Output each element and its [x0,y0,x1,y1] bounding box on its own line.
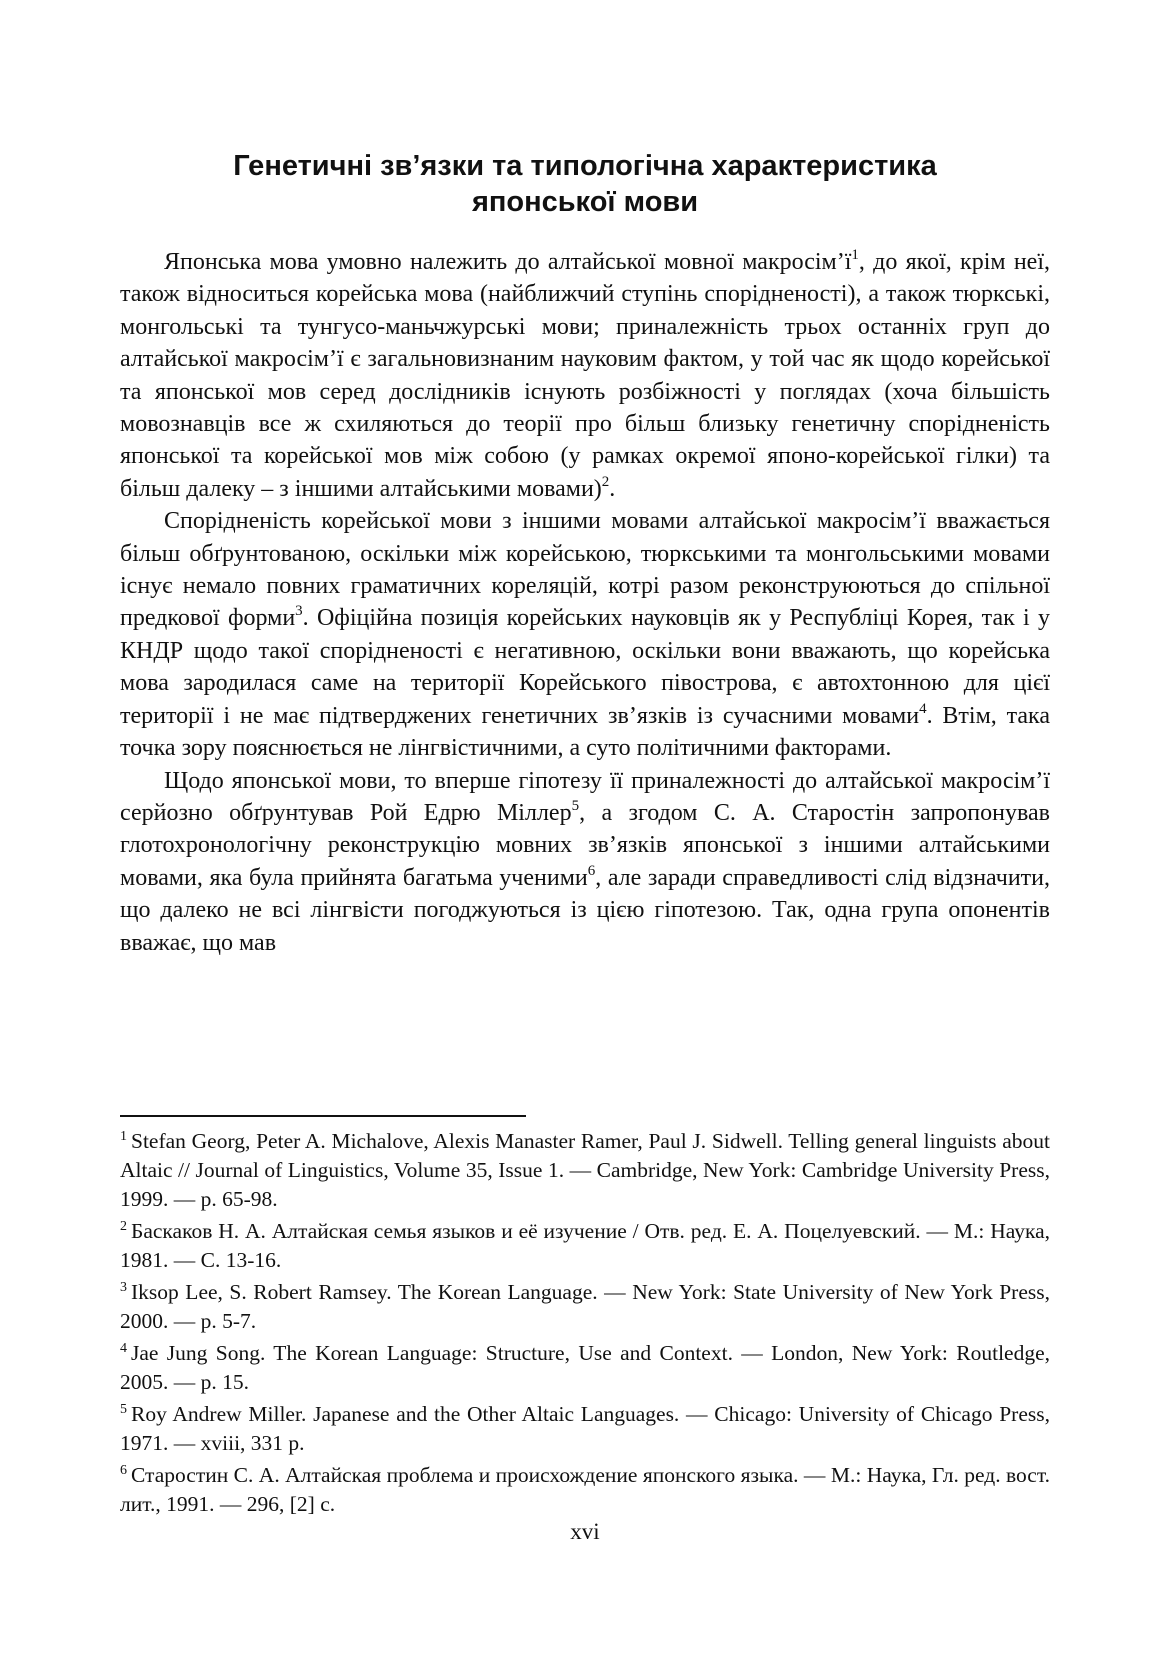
footnote [120,1127,1050,1214]
paragraph [120,246,1050,505]
paragraph [120,765,1050,959]
paragraph-text: . [609,475,616,502]
paragraph-text: Спорідненість корейської мови з іншими мовами алтайської макросім’ї вважається більш обґрунтованою, оскільки між корейською, тюркськими та монгольськими мовами існує немало повних граматичних кореляцій, котрі разом реконструюються до спільної предкової форми [120,508,1050,632]
footnote-ref: 1 [851,247,859,263]
footnote-number: 5 [120,1402,127,1417]
footnote-ref: 4 [919,700,927,717]
footnote [120,1339,1050,1397]
footnote-ref: 2 [601,473,610,490]
footnote-ref: 6 [587,862,596,879]
footnote-text: Jae Jung Song. The Korean Language: Structure, Use and Context. — London, New York: Routledge, 2005. — p. 15. [120,1341,1050,1394]
footnote-text: Roy Andrew Miller. Japanese and the Other Altaic Languages. — Chicago: University of Chicago Press, 1971. — xviii, 331 p. [120,1402,1050,1455]
footnote-text: Iksop Lee, S. Robert Ramsey. The Korean Language. — New York: State University of New York Press, 2000. — p. 5-7. [120,1280,1050,1333]
page-number: xvi [570,1519,600,1544]
page-title [120,148,1050,220]
body-text [120,246,1050,959]
title-line-2: японської мови [471,186,699,218]
footnote-text: Старостин С. А. Алтайская проблема и происхождение японского языка. — М.: Наука, Гл. ред. вост. лит., 1991. — 296, [2] с. [120,1463,1050,1516]
paragraph-text: Щодо японської мови, то вперше гіпотезу її приналежності до алтайської макросім’ї серйозно обґрунтував Рой Едрю Міллер [120,767,1050,826]
footnote [120,1217,1050,1275]
footnote [120,1278,1050,1336]
footnote-text: Баскаков Н. А. Алтайская семья языков и её изучение / Отв. ред. Е. А. Поцелуевский. — М.: Наука, 1981. — С. 13-16. [120,1219,1050,1272]
footnote-ref: 5 [571,797,580,814]
footnote-number: 6 [120,1463,127,1478]
paragraph [120,505,1050,764]
footnote-text: Stefan Georg, Peter A. Michalove, Alexis Manaster Ramer, Paul J. Sidwell. Telling general linguists about Altaic // Journal of Linguistics, Volume 35, Issue 1. — Cambridge, New York: Cambridge University Press, 1999. — p. 65-98. [120,1129,1050,1211]
title-line-1: Генетичні зв’язки та типологічна характеристика [233,150,937,182]
footnote-divider [120,1115,526,1117]
footnote-number: 1 [120,1129,127,1144]
paragraph-text: , а згодом С. А. Старостін запропонував глотохронологічну реконструкцію мовних зв’язків японської з іншими алтайськими мовами, яка була прийнята багатьма ученими [120,799,1050,891]
paragraph-text: . Офіційна позиція корейських науковців як у Республіці Корея, так і у КНДР щодо такої спорідненості є негативною, оскільки вони вважають, що корейська мова зародилася саме на території Корейського півострова, є автохтонною для цієї території і не має підтверджених генетичних зв’язків із сучасними мовами [120,605,1051,729]
paragraph-text: . Втім, така точка зору пояснюється не лінгвістичними, а суто політичними факторами. [120,702,1050,762]
footnote-number: 3 [120,1280,127,1295]
footnote-ref: 3 [295,603,303,620]
footnote-number: 4 [120,1341,127,1356]
footnote [120,1461,1050,1519]
footnotes [120,1127,1050,1522]
paragraph-text: Японська мова умовно належить до алтайської мовної макросім’ї [164,249,852,275]
footnote [120,1400,1050,1458]
paragraph-text: , до якої, крім неї, також відноситься корейська мова (найближчий ступінь спорідненості), а також тюркські, монгольські та тунгусо-маньчжурські мови; приналежність трьох останніх груп до алтайської макросім’ї є загальновизнаним науковим фактом, у той час як щодо корейської та японської мов серед дослідників існують розбіжності у поглядах (хоча більшість мовознавців все ж схиляються до теорії про більш близьку генетичну спорідненість японської та корейської мов між собою (у рамках окремої японо-корейської гілки) та більш далеку – з іншими алтайськими мовами) [120,249,1050,502]
paragraph-text: , але заради справедливості слід відзначити, що далеко не всі лінгвісти погоджуються із цією гіпотезою. Так, одна група опонентів вважає, що мав [120,864,1050,956]
footnote-number: 2 [120,1219,127,1234]
